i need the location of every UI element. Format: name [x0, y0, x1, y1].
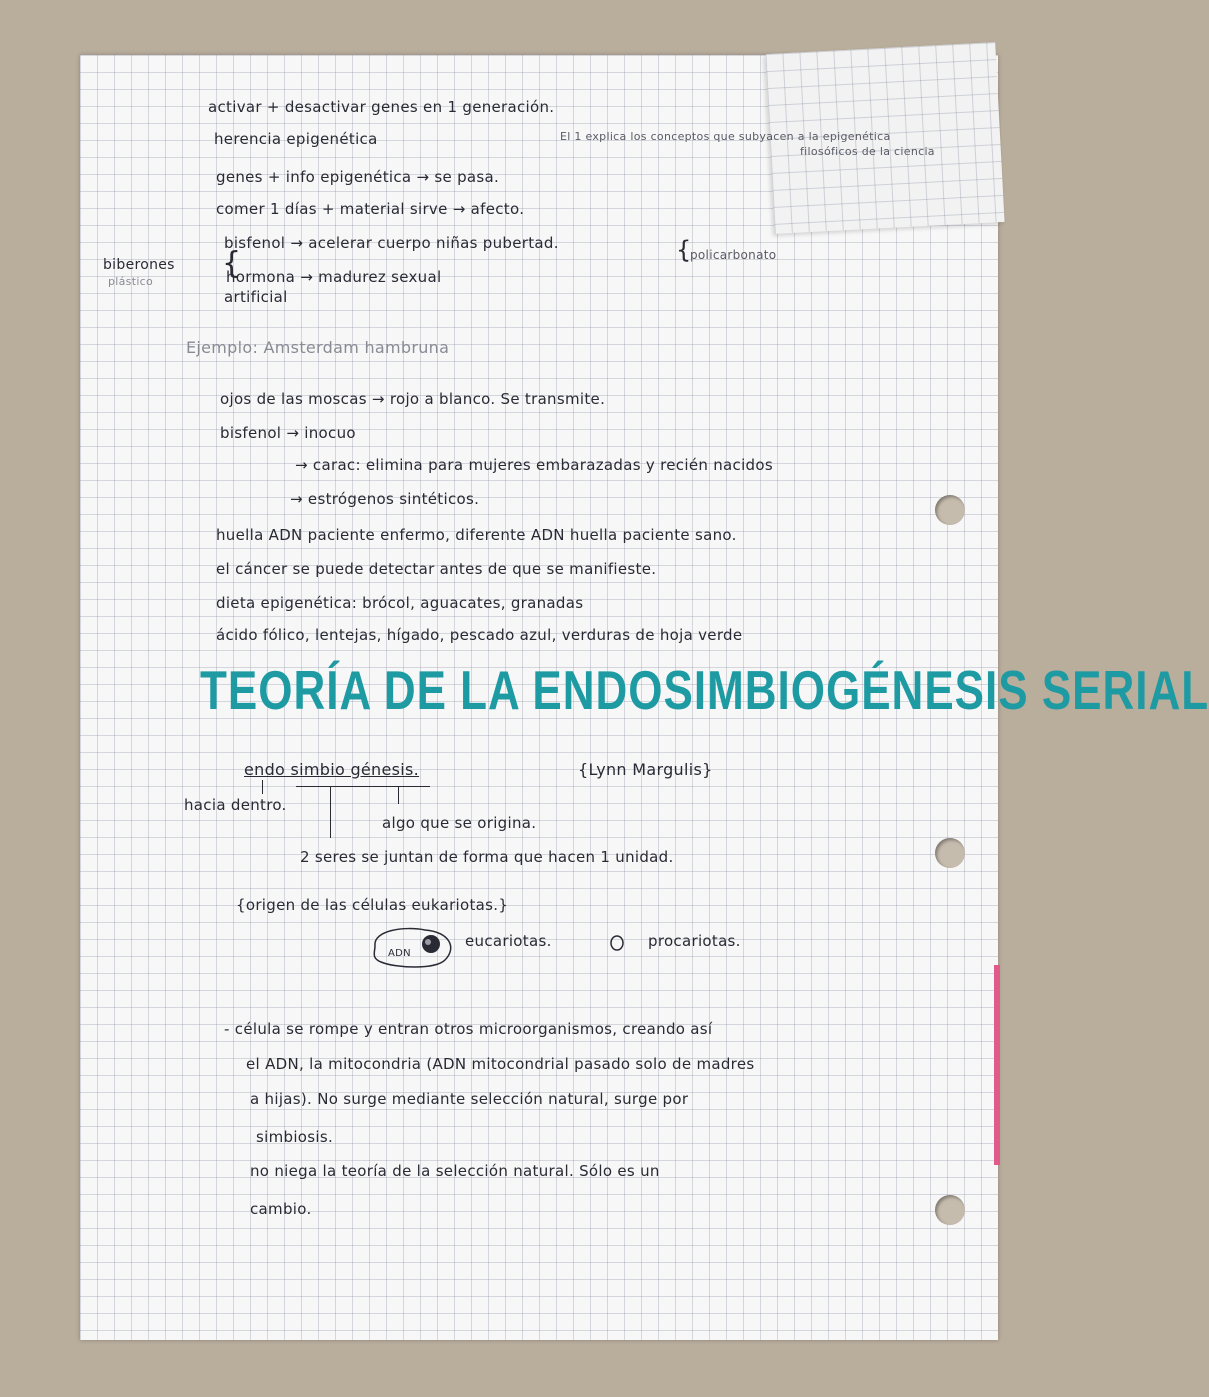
- etymology-genesis: algo que se origina.: [382, 814, 537, 832]
- note-line: bisfenol → inocuo: [220, 424, 356, 442]
- punch-hole: [935, 838, 965, 868]
- body-line: a hijas). No surge mediante selección natural, surge por: [250, 1090, 689, 1108]
- note-line: policarbonato: [690, 248, 777, 262]
- margin-label: biberones: [103, 257, 175, 273]
- note-line: comer 1 días + material sirve → afecto.: [216, 200, 525, 218]
- note-line: activar + desactivar genes en 1 generación.: [208, 98, 555, 116]
- cell-label: ADN: [388, 948, 411, 959]
- note-line: genes + info epigenética → se pasa.: [216, 168, 500, 186]
- diagram-connector: [330, 786, 331, 838]
- body-line: - célula se rompe y entran otros microorganismos, creando así: [224, 1020, 713, 1038]
- punch-hole: [935, 1195, 965, 1225]
- prokaryote-label: procariotas.: [648, 932, 741, 950]
- body-line: simbiosis.: [256, 1128, 334, 1146]
- note-line: bisfenol → acelerar cuerpo niñas pubertad.: [224, 234, 559, 252]
- origin-line: {origen de las células eukariotas.}: [236, 896, 509, 914]
- body-line: no niega la teoría de la selección natural. Sólo es un: [250, 1162, 660, 1180]
- pink-page-edge: [994, 965, 1000, 1165]
- note-line: ojos de las moscas → rojo a blanco. Se transmite.: [220, 390, 606, 408]
- brace: {: [676, 236, 692, 264]
- prokaryote-cell-sketch: [608, 934, 626, 952]
- note-line: → carac: elimina para mujeres embarazadas y recién nacidos: [295, 456, 773, 474]
- note-line: el cáncer se puede detectar antes de que se manifieste.: [216, 560, 657, 578]
- body-line: el ADN, la mitocondria (ADN mitocondrial pasado solo de madres: [246, 1055, 755, 1073]
- margin-sub: plástico: [108, 275, 154, 288]
- author-name: {Lynn Margulis}: [578, 760, 713, 779]
- note-line: herencia epigenética: [214, 130, 378, 148]
- section-title: TEORÍA DE LA ENDOSIMBIOGÉNESIS SERIAL: [200, 660, 1209, 722]
- eukaryote-label: eucariotas.: [465, 932, 552, 950]
- diagram-connector: [398, 786, 399, 804]
- body-line: cambio.: [250, 1200, 312, 1218]
- note-line: ácido fólico, lentejas, hígado, pescado azul, verduras de hoja verde: [216, 626, 743, 644]
- aside-note: El 1 explica los conceptos que subyacen a la epigenética: [560, 130, 891, 143]
- example-line: Ejemplo: Amsterdam hambruna: [186, 338, 450, 357]
- note-line: → estrógenos sintéticos.: [290, 490, 480, 508]
- etymology-simbio: 2 seres se juntan de forma que hacen 1 unidad.: [300, 848, 674, 866]
- note-line: huella ADN paciente enfermo, diferente ADN huella paciente sano.: [216, 526, 737, 544]
- eukaryote-cell-sketch: [365, 922, 460, 970]
- punch-hole: [935, 495, 965, 525]
- note-line: hormona → madurez sexual: [226, 268, 442, 286]
- brace: {: [222, 246, 242, 281]
- diagram-connector: [262, 780, 263, 794]
- note-line: dieta epigenética: brócol, aguacates, granadas: [216, 594, 584, 612]
- diagram-connector: [296, 786, 430, 787]
- note-line: artificial: [224, 288, 288, 306]
- aside-note: filosóficos de la ciencia: [800, 145, 935, 158]
- etymology-endo: hacia dentro.: [184, 796, 287, 814]
- etymology-word: endo simbio génesis.: [244, 760, 420, 779]
